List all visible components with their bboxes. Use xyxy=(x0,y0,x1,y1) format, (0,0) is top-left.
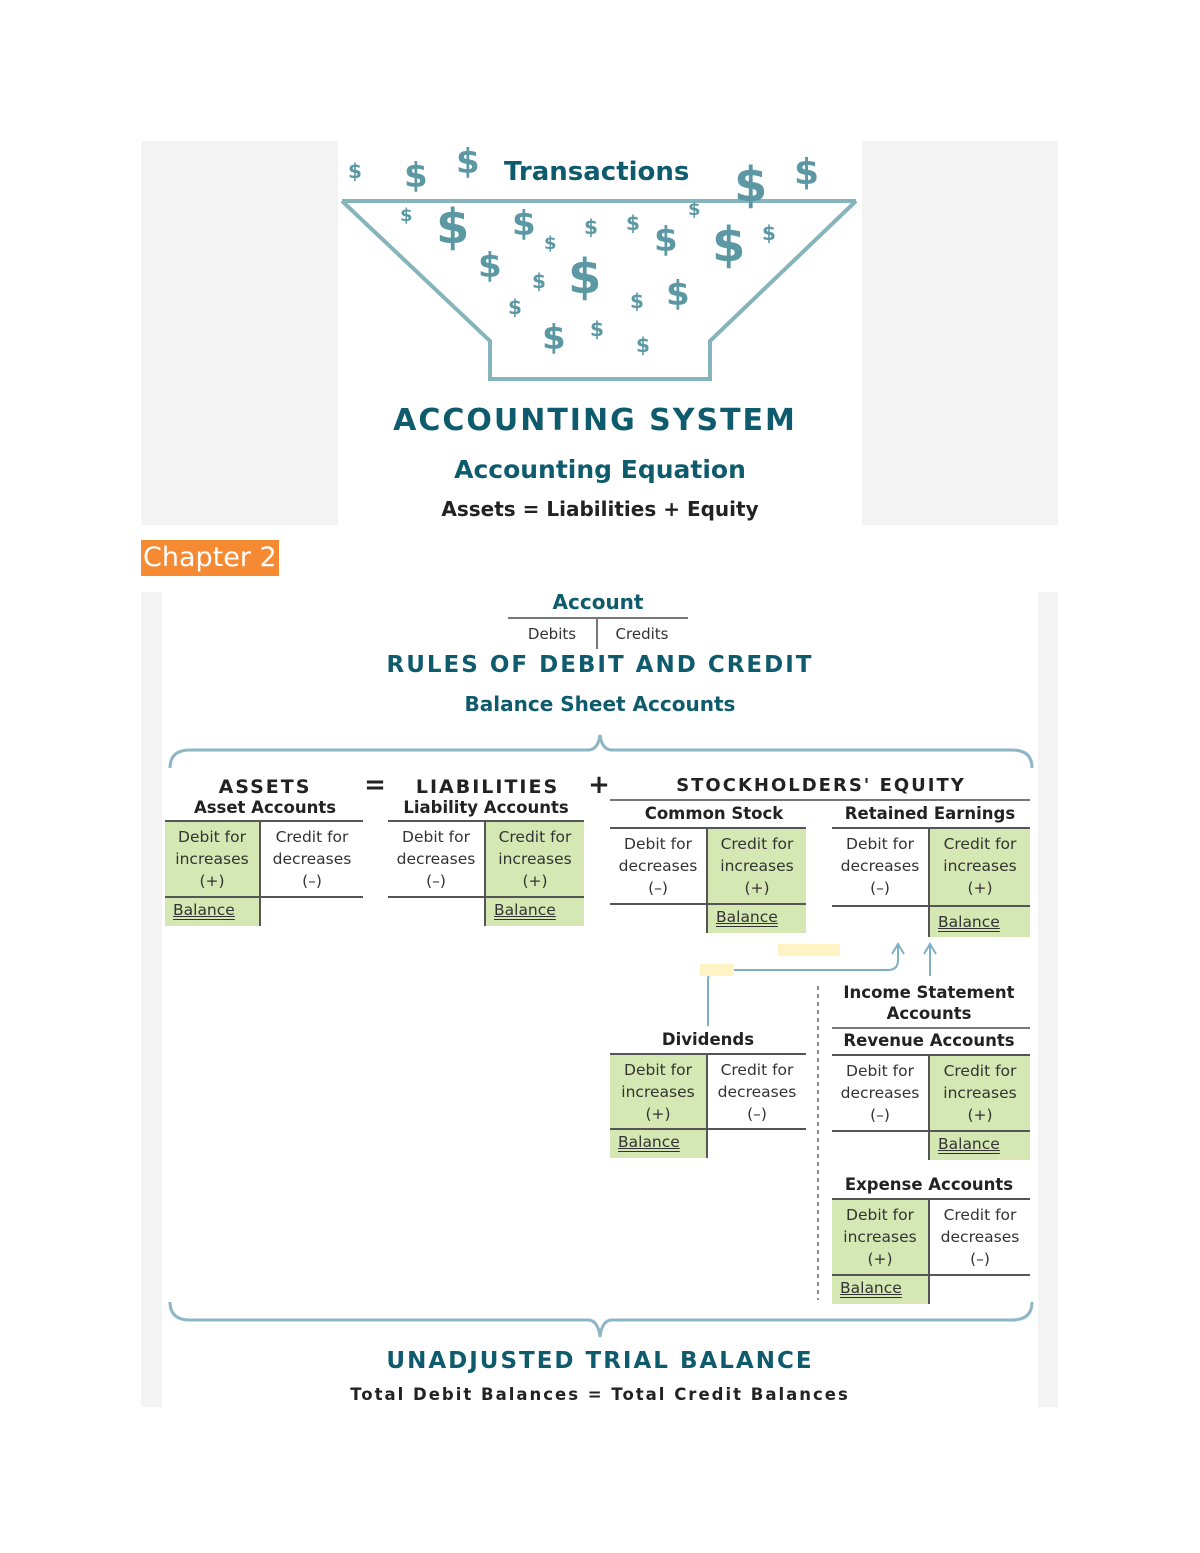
dollar-icon: $ xyxy=(666,274,690,314)
expense-credit-line2: decreases xyxy=(940,1228,1020,1246)
asset-accounts-subtitle: Asset Accounts xyxy=(193,798,337,817)
expense-credit-line1: Credit for xyxy=(943,1206,1017,1224)
income-statement-title-line2: Accounts xyxy=(886,1004,972,1023)
dollar-icon: $ xyxy=(688,199,701,220)
expense-t-divider xyxy=(928,1200,930,1304)
common-stock-debit-line3: (–) xyxy=(648,879,668,897)
revenue-debit-cell xyxy=(832,1056,928,1132)
dollar-icon: $ xyxy=(404,156,428,196)
dollar-icon: $ xyxy=(762,221,776,245)
dollar-icon: $ xyxy=(584,215,598,239)
liabilities-debit-line3: (–) xyxy=(426,872,446,890)
retained-earnings-credit-line3: (+) xyxy=(967,879,993,897)
expense-debit-line1: Debit for xyxy=(846,1206,914,1224)
transactions-label: Transactions xyxy=(504,157,690,187)
dividends-credit-line1: Credit for xyxy=(720,1061,794,1079)
liabilities-balance: Balance xyxy=(486,898,584,926)
expense-credit-line3: (–) xyxy=(970,1250,990,1268)
assets-credit-line1: Credit for xyxy=(275,828,349,846)
dividends-debit-line3: (+) xyxy=(645,1105,671,1123)
expense-title: Expense Accounts xyxy=(844,1175,1014,1194)
expense-credit-cell xyxy=(930,1200,1030,1276)
liabilities-credit-line1: Credit for xyxy=(498,828,572,846)
revenue-debit-line1: Debit for xyxy=(846,1062,914,1080)
dollar-icon: $ xyxy=(654,220,678,260)
dollar-icon: $ xyxy=(542,318,566,358)
common-stock-credit-cell xyxy=(708,829,806,905)
retained-earnings-debit-line1: Debit for xyxy=(846,835,914,853)
plus-sign: + xyxy=(588,770,610,800)
dollar-icon: $ xyxy=(348,159,362,183)
assets-debit-line3: (+) xyxy=(199,872,225,890)
retained-earnings-debit-cell xyxy=(832,829,928,909)
dollar-icon: $ xyxy=(626,211,640,235)
common-stock-title: Common Stock xyxy=(644,804,784,823)
dollar-icon: $ xyxy=(436,199,470,255)
retained-earnings-credit-line2: increases xyxy=(943,857,1017,875)
common-stock-debit-line2: decreases xyxy=(618,857,698,875)
retained-earnings-title: Retained Earnings xyxy=(844,804,1016,823)
retained-earnings-debit-line2: decreases xyxy=(840,857,920,875)
expense-debit-line3: (+) xyxy=(867,1250,893,1268)
revenue-credit-line3: (+) xyxy=(967,1106,993,1124)
retained-earnings-credit-line1: Credit for xyxy=(943,835,1017,853)
revenue-balance: Balance xyxy=(930,1132,1030,1160)
liabilities-credit-line2: increases xyxy=(498,850,572,868)
dividends-credit-cell xyxy=(708,1055,806,1130)
dollar-icon: $ xyxy=(456,142,480,182)
revenue-debit-line3: (–) xyxy=(870,1106,890,1124)
revenue-debit-line2: decreases xyxy=(840,1084,920,1102)
dollar-icon: $ xyxy=(512,204,536,244)
equals-sign: = xyxy=(364,770,386,800)
income-statement-underline xyxy=(832,1027,1030,1029)
liabilities-debit-line1: Debit for xyxy=(402,828,470,846)
dollar-icon: $ xyxy=(532,269,546,293)
liabilities-credit-cell xyxy=(486,822,584,900)
dollar-icon: $ xyxy=(734,157,768,213)
equity-title: STOCKHOLDERS' EQUITY xyxy=(676,775,966,796)
dividends-debit-line1: Debit for xyxy=(624,1061,692,1079)
dollar-icon: $ xyxy=(568,249,602,305)
common-stock-credit-line3: (+) xyxy=(744,879,770,897)
revenue-credit-cell xyxy=(930,1056,1030,1132)
accounting-equation: Assets = Liabilities + Equity xyxy=(441,497,759,521)
top-figure-panel-right xyxy=(862,141,1058,525)
accounting-system-title: ACCOUNTING SYSTEM xyxy=(393,403,797,438)
accounting-equation-title: Accounting Equation xyxy=(454,455,746,484)
expense-debit-cell xyxy=(832,1200,928,1276)
assets-title: ASSETS xyxy=(218,776,312,798)
retained-earnings-debit-line3: (–) xyxy=(870,879,890,897)
account-title: Account xyxy=(552,590,644,614)
rules-title: RULES OF DEBIT AND CREDIT xyxy=(386,652,814,678)
assets-credit-cell xyxy=(261,822,363,900)
trial-balance-title: UNADJUSTED TRIAL BALANCE xyxy=(386,1348,814,1374)
common-stock-credit-line1: Credit for xyxy=(720,835,794,853)
revenue-title: Revenue Accounts xyxy=(843,1031,1015,1050)
income-statement-title-line1: Income Statement xyxy=(843,983,1015,1002)
common-stock-debit-cell xyxy=(610,829,706,905)
dividends-credit-line2: decreases xyxy=(717,1083,797,1101)
dividends-balance: Balance xyxy=(610,1130,706,1158)
dollar-icon: $ xyxy=(508,295,522,319)
dollar-icon: $ xyxy=(544,233,557,254)
common-stock-balance: Balance xyxy=(708,905,806,933)
retained-earnings-credit-cell xyxy=(930,829,1030,909)
liabilities-debit-line2: decreases xyxy=(396,850,476,868)
equity-underline xyxy=(610,799,1030,801)
account-t-top xyxy=(508,617,688,619)
dollar-icon: $ xyxy=(590,317,604,341)
common-stock-debit-line1: Debit for xyxy=(624,835,692,853)
expense-balance: Balance xyxy=(832,1276,928,1304)
dividends-title: Dividends xyxy=(661,1030,755,1049)
assets-debit-line1: Debit for xyxy=(178,828,246,846)
debits-label: Debits xyxy=(527,625,577,643)
common-stock-credit-line2: increases xyxy=(720,857,794,875)
dollar-icon: $ xyxy=(794,152,820,193)
top-figure-panel-left xyxy=(141,141,338,525)
dollar-icon: $ xyxy=(478,246,502,286)
dollar-icon: $ xyxy=(400,205,413,226)
assets-balance: Balance xyxy=(165,898,259,926)
accounting-system-figure xyxy=(338,141,862,525)
expense-debit-line2: increases xyxy=(843,1228,917,1246)
chapter-heading: Chapter 2 xyxy=(141,540,279,576)
dividends-debit-line2: increases xyxy=(621,1083,695,1101)
assets-credit-line2: decreases xyxy=(272,850,352,868)
revenue-credit-line2: increases xyxy=(943,1084,1017,1102)
dollar-icon: $ xyxy=(712,217,746,273)
retained-earnings-balance: Balance xyxy=(930,907,1030,937)
assets-credit-line3: (–) xyxy=(302,872,322,890)
assets-debit-cell xyxy=(165,822,259,900)
liabilities-title: LIABILITIES xyxy=(415,776,560,798)
credits-label: Credits xyxy=(615,625,669,643)
dividends-t-divider xyxy=(706,1055,708,1158)
dividends-credit-line3: (–) xyxy=(747,1105,767,1123)
revenue-credit-line1: Credit for xyxy=(943,1062,1017,1080)
account-t-divider xyxy=(596,619,598,649)
liabilities-debit-cell xyxy=(388,822,484,900)
dividends-debit-cell xyxy=(610,1055,706,1130)
assets-t-divider xyxy=(259,822,261,926)
liability-accounts-subtitle: Liability Accounts xyxy=(403,798,569,817)
trial-balance-equation: Total Debit Balances = Total Credit Balances xyxy=(350,1385,850,1404)
liabilities-credit-line3: (+) xyxy=(522,872,548,890)
dollar-icon: $ xyxy=(630,289,644,313)
assets-debit-line2: increases xyxy=(175,850,249,868)
dollar-icon: $ xyxy=(636,333,650,357)
balance-sheet-title: Balance Sheet Accounts xyxy=(464,692,736,716)
